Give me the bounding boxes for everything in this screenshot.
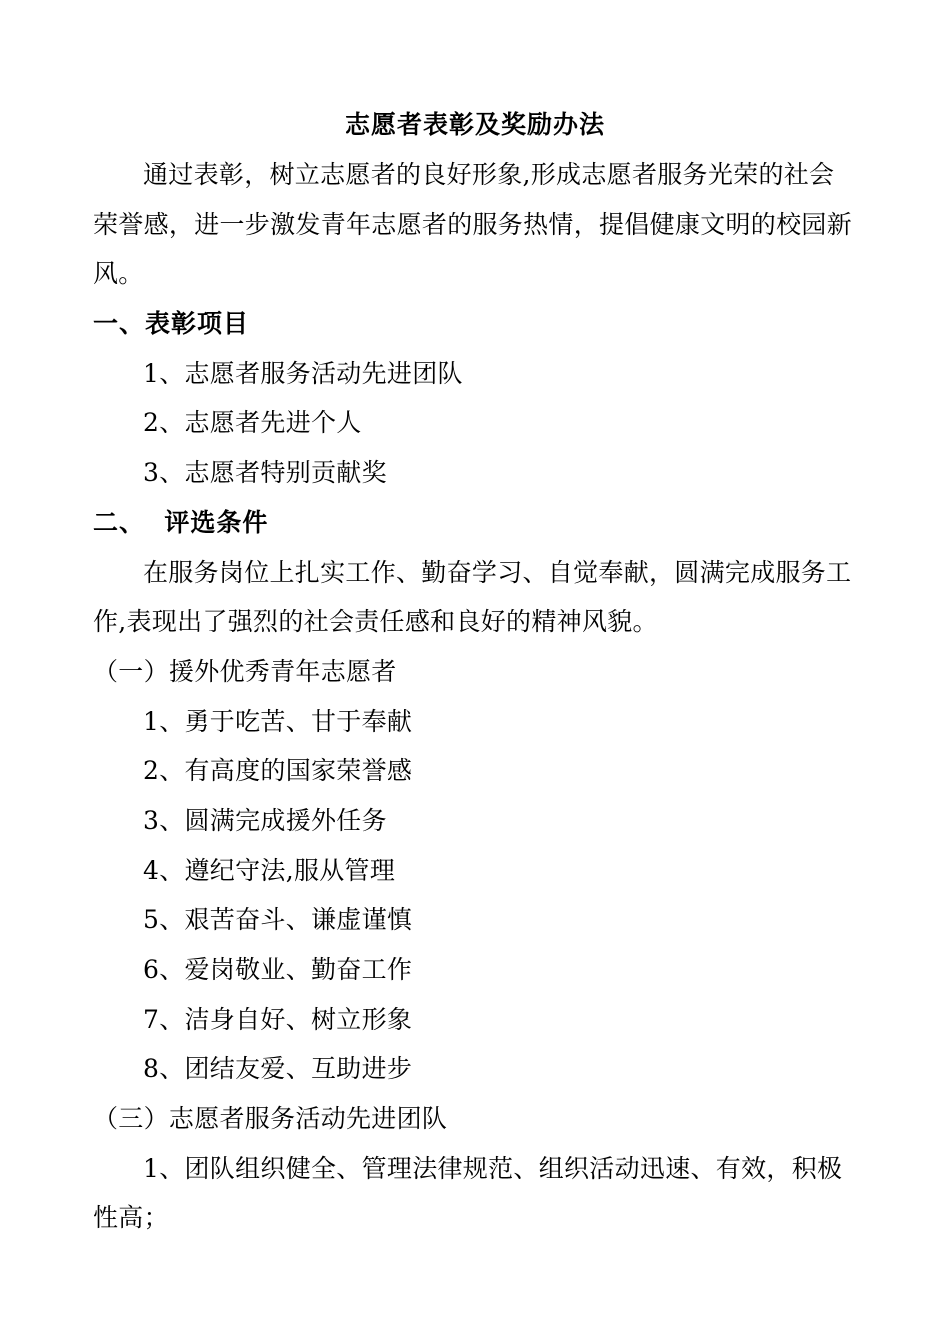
overseas-item-5: 5、艰苦奋斗、谦虚谨慎 bbox=[143, 905, 413, 934]
section-heading-criteria: 二、 评选条件 bbox=[93, 508, 269, 537]
award-item-3: 3、志愿者特别贡献奖 bbox=[143, 458, 387, 487]
award-item-2: 2、志愿者先进个人 bbox=[143, 408, 362, 437]
criteria-para-line-2: 作,表现出了强烈的社会责任感和良好的精神风貌。 bbox=[93, 607, 658, 636]
section-heading-awards: 一、表彰项目 bbox=[93, 309, 250, 338]
intro-line-3: 风。 bbox=[93, 259, 144, 288]
overseas-item-7: 7、洁身自好、树立形象 bbox=[143, 1005, 413, 1034]
subsection-heading-team: （三）志愿者服务活动先进团队 bbox=[93, 1104, 448, 1133]
subsection-heading-overseas: （一）援外优秀青年志愿者 bbox=[93, 657, 397, 686]
overseas-item-6: 6、爱岗敬业、勤奋工作 bbox=[143, 955, 413, 984]
overseas-item-1: 1、勇于吃苦、甘于奉献 bbox=[143, 707, 413, 736]
criteria-para-line-1: 在服务岗位上扎实工作、勤奋学习、自觉奉献，圆满完成服务工 bbox=[143, 558, 852, 587]
overseas-item-4: 4、遵纪守法,服从管理 bbox=[143, 856, 396, 885]
team-item-1-line-1: 1、团队组织健全、管理法律规范、组织活动迅速、有效，积极 bbox=[143, 1154, 843, 1183]
intro-line-1: 通过表彰，树立志愿者的良好形象,形成志愿者服务光荣的社会 bbox=[143, 160, 835, 189]
overseas-item-2: 2、有高度的国家荣誉感 bbox=[143, 756, 413, 785]
document-title: 志愿者表彰及奖励办法 bbox=[344, 110, 605, 139]
intro-line-2: 荣誉感，进一步激发青年志愿者的服务热情，提倡健康文明的校园新 bbox=[93, 210, 853, 239]
overseas-item-3: 3、圆满完成援外任务 bbox=[143, 806, 387, 835]
award-item-1: 1、志愿者服务活动先进团队 bbox=[143, 359, 463, 388]
team-item-1-line-2: 性高； bbox=[93, 1203, 169, 1232]
overseas-item-8: 8、团结友爱、互助进步 bbox=[143, 1054, 413, 1083]
